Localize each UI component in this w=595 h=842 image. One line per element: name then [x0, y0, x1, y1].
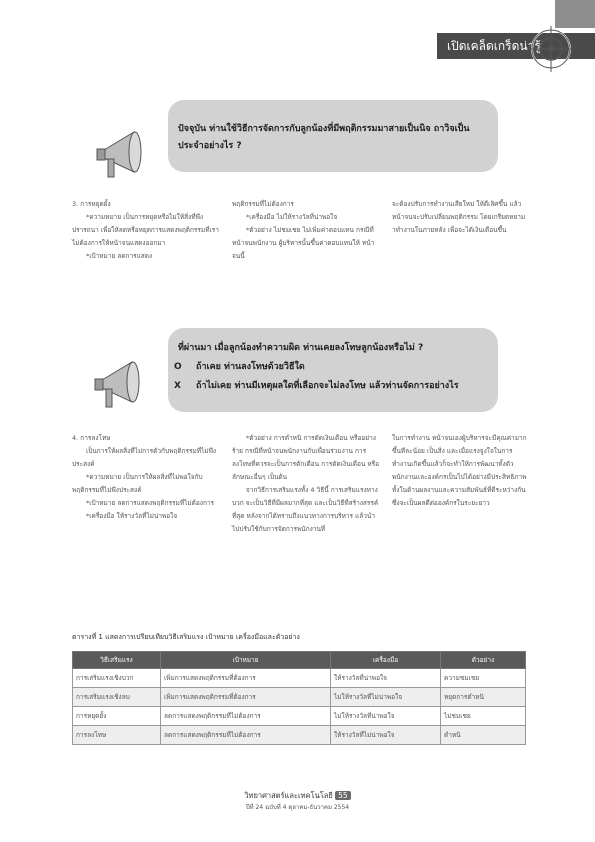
paragraph: *เป้าหมาย ลดการแสดง — [86, 252, 153, 260]
table-header: ตัวอย่าง — [441, 652, 526, 669]
section4-col1 — [72, 432, 222, 523]
megaphone-icon — [92, 358, 148, 418]
paragraph: 3. การหยุดยั้ง — [72, 200, 111, 208]
table-cell: ตำหนิ — [441, 726, 526, 745]
table-cell: ให้รางวัลที่ไม่น่าพอใจ — [331, 726, 441, 745]
section3-col3 — [392, 198, 527, 237]
section4-col2 — [232, 432, 382, 536]
top-corner-block — [555, 0, 595, 28]
table-caption: ตารางที่ 1 แสดงการเปรียบเทียบวิธีเสริมแรง เป้าหมาย เครื่องมือและตัวอย่าง — [72, 633, 300, 641]
paragraph: พฤติกรรมที่ไม่ต้องการ — [232, 200, 294, 208]
paragraph: ในการทำงาน หน้าจนเองผู้บริหารจะมีคุณค่ามากขึ้นทีละน้อย เป็นสิ่ง และเมื่อแรงจูงใจในการทำงานเกิดขึ้นแล้วก็จะทำให้การพัฒนาทั้งตัวพนักงานและองค์กรเป็นไปได้อย่างมีประสิทธิภาพ ทั้งในด้านผลงานและความสัมพันธ์ที่ดีระหว่างกัน ซึ่งจะเป็นผลดีต่อองค์กรในระยะยาว — [392, 434, 527, 507]
table-row — [73, 669, 526, 688]
megaphone-icon — [94, 128, 150, 188]
table-cell: การเสริมแรงเชิงบวก — [73, 669, 161, 688]
table-cell: ไม่ให้รางวัลที่ไม่น่าพอใจ — [331, 688, 441, 707]
paragraph: จะต้องปรับการทำงานเสียใหม่ ให้ดีเลิศขึ้น แล้วหน้าจนจะปรับเปลี่ยนพฤติกรรม โดยเกรียดหยามาทำงานในภายหลัง เพื่อจะได้เงินเดือนขึ้น — [392, 200, 526, 234]
footer-issue: ปีที่ 24 ฉบับที่ 4 ตุลาคม-ธันวาคม 2554 — [245, 804, 350, 811]
paragraph: *ตัวอย่าง ไม่ชมเชย ไม่เพิ่มค่าตอบแทน กรณีที่หน้าจนพนักงาน ผู้บริหารนั้นขึ้นค่าตอบแทนให้ หน้าจนนี้ — [232, 226, 375, 260]
section3-col2 — [232, 198, 382, 263]
option-yes-text: ถ้าเคย ท่านลงโทษด้วยวิธีใด — [196, 362, 305, 372]
option-no-text: ถ้าไม่เคย ท่านมีเหตุผลใดที่เลือกจะไม่ลงโทษ แล้วท่านจัดการอย่างไร — [196, 381, 459, 391]
paragraph: *เป้าหมาย ลดการแสดงพฤติกรรมที่ไม่ต้องการ — [86, 499, 215, 507]
table-cell: การลงโทษ — [73, 726, 161, 745]
table-header-row — [73, 652, 526, 669]
paragraph: *ความหมาย เป็นการหยุดหรือไม่ให้สิ่งที่พึงปรารถนา เพื่อให้ลดหรือหยุดการแสดงพฤติกรรมที่เราไม่ต้องการให้หน้าจนแสดงออกมา — [72, 213, 219, 247]
comparison-table — [72, 651, 526, 745]
paragraph: จากวิธีการเสริมแรงทั้ง 4 วิธีนี้ การเสริมแรงทางบวก จะเป็นวิธีที่มีผลมากที่สุด และเป็นวิธีที่สร้างสรรค์ที่สุด หลังจากได้ทราบถึงแนวทางการบริหาร แล้วนำไปปรับใช้กับการจัดการพนักงานที่ — [232, 486, 379, 533]
table-header: เครื่องมือ — [331, 652, 441, 669]
table-cell: หยุดการตำหนิ — [441, 688, 526, 707]
table-cell: เพิ่มการแสดงพฤติกรรมที่ต้องการ — [161, 688, 331, 707]
section4-col3 — [392, 432, 527, 510]
section-title: เปิดเคล็ดเกร็ดน่ารู้ — [447, 39, 541, 53]
target-icon — [528, 26, 574, 72]
paragraph: *ความหมาย เป็นการให้ผลสิ่งที่ไม่พอใจกับพฤติกรรมที่ไม่พึงประสงค์ — [72, 473, 203, 494]
journal-name: วิทยาศาสตร์และเทคโนโลยี — [244, 791, 333, 800]
table-row — [73, 707, 526, 726]
paragraph: เป็นการให้ผลสิ่งที่ไม่การตัวกับพฤติกรรมที่ไม่พึงประสงค์ — [72, 447, 217, 468]
option-mark-no: X — [174, 381, 181, 391]
table-cell: ไม่ชมเชย — [441, 707, 526, 726]
paragraph: 4. การลงโทษ — [72, 434, 111, 442]
table-cell: ความชมเชย — [441, 669, 526, 688]
page-number: 55 — [335, 791, 351, 800]
question-1-text: ปัจจุบัน ท่านใช้วิธีการจัดการกับลูกน้องที่มีพฤติกรรมมาสายเป็นนิจ ถาวิจเป็นประจำอย่างไร ? — [178, 124, 470, 151]
paragraph: *ตัวอย่าง การตำหนิ การตัดเงินเดือน หรืออย่างร้าย กรณีที่หน้าจนพนักงานกับเพื่อนร่วมงาน การลงโทษที่ควรจะเป็นการตักเตือน การตัดเงินเดือน หรือลักษณะอื่นๆ เป็นต้น — [232, 434, 380, 481]
table-cell: ให้รางวัลที่น่าพอใจ — [331, 669, 441, 688]
option-mark-yes: O — [174, 362, 182, 372]
table-cell: ลดการแสดงพฤติกรรมที่ไม่ต้องการ — [161, 726, 331, 745]
paragraph: *เครื่องมือ ไม่ให้รางวัลที่น่าพอใจ — [246, 213, 338, 221]
table-cell: เพิ่มการแสดงพฤติกรรมที่ต้องการ — [161, 669, 331, 688]
question-2-text: ที่ผ่านมา เมื่อลูกน้องทำความผิด ท่านเคยลงโทษลูกน้องหรือไม่ ? — [178, 343, 424, 353]
section3-col1 — [72, 198, 222, 263]
table-cell: ไม่ให้รางวัลที่น่าพอใจ — [331, 707, 441, 726]
paragraph: *เครื่องมือ ให้รางวัลที่ไม่น่าพอใจ — [86, 512, 178, 520]
table-cell: การหยุดยั้ง — [73, 707, 161, 726]
footer-journal — [0, 790, 595, 802]
table-row — [73, 688, 526, 707]
table-header: วิธีเสริมแรง — [73, 652, 161, 669]
table-cell: การเสริมแรงเชิงลบ — [73, 688, 161, 707]
table-header: เป้าหมาย — [161, 652, 331, 669]
table-cell: ลดการแสดงพฤติกรรมที่ไม่ต้องการ — [161, 707, 331, 726]
table-row — [73, 726, 526, 745]
